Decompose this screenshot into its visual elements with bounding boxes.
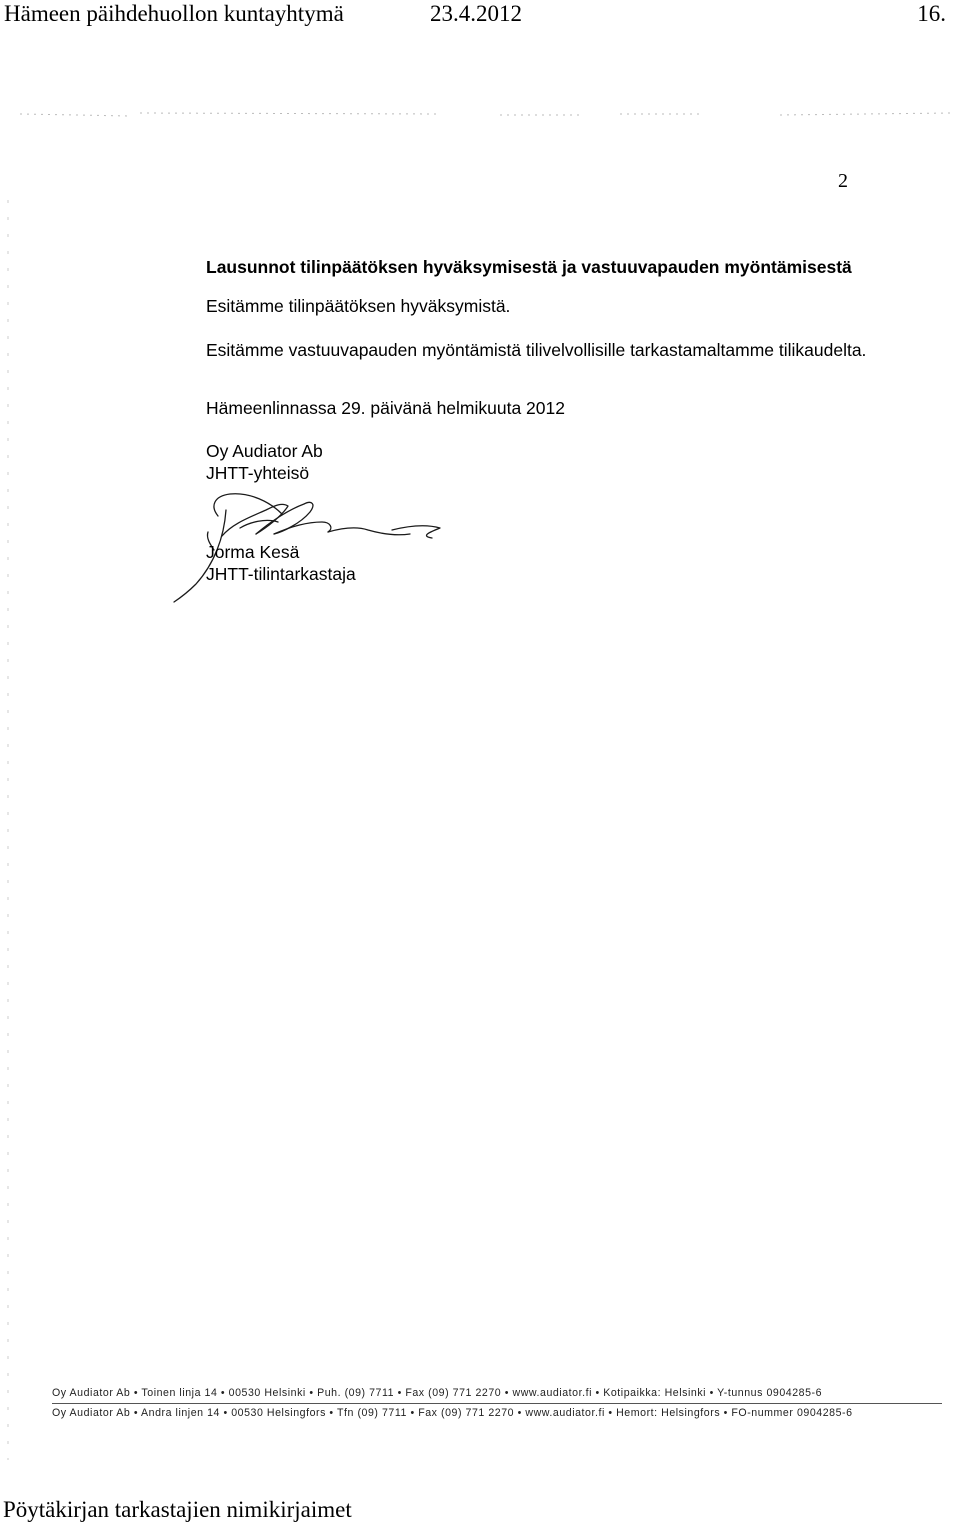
header-date: 23.4.2012 (430, 1, 522, 26)
signer-name: Jorma Kesä (206, 542, 300, 562)
header-organization: Hämeen päihdehuollon kuntayhtymä (4, 1, 344, 26)
footer-divider (52, 1403, 942, 1404)
letter-page-number: 2 (838, 170, 848, 192)
statement-approval: Esitämme tilinpäätöksen hyväksymistä. (206, 296, 511, 316)
signer-title: JHTT-tilintarkastaja (206, 564, 356, 584)
audit-firm-name: Oy Audiator Ab (206, 441, 323, 461)
letterhead-footer-finnish: Oy Audiator Ab • Toinen linja 14 • 00530 Helsinki • Puh. (09) 7711 • Fax (09) 771 2270 • www.audiator.fi • Kotipaikka: Helsinki • Y-tunnus 0904285-6 (52, 1387, 823, 1399)
letterhead-footer-swedish: Oy Audiator Ab • Andra linjen 14 • 00530 Helsingfors • Tfn (09) 7711 • Fax (09) 771 2270 • www.audiator.fi • Hemort: Helsingfors • FO-nummer 0904285-6 (52, 1407, 853, 1419)
statement-heading: Lausunnot tilinpäätöksen hyväksymisestä ja vastuuvapauden myöntämisestä (206, 257, 852, 277)
initials-caption: Pöytäkirjan tarkastajien nimikirjaimet (3, 1497, 352, 1522)
scan-margin-marks (6, 200, 10, 1460)
place-and-date: Hämeenlinnassa 29. päivänä helmikuuta 2012 (206, 398, 565, 418)
scan-noise-strip (20, 108, 950, 122)
statement-discharge: Esitämme vastuuvapauden myöntämistä tilivelvollisille tarkastamaltamme tilikaudelta. (206, 340, 867, 360)
header-page-number: 16. (917, 1, 946, 26)
audit-firm-type: JHTT-yhteisö (206, 463, 310, 483)
